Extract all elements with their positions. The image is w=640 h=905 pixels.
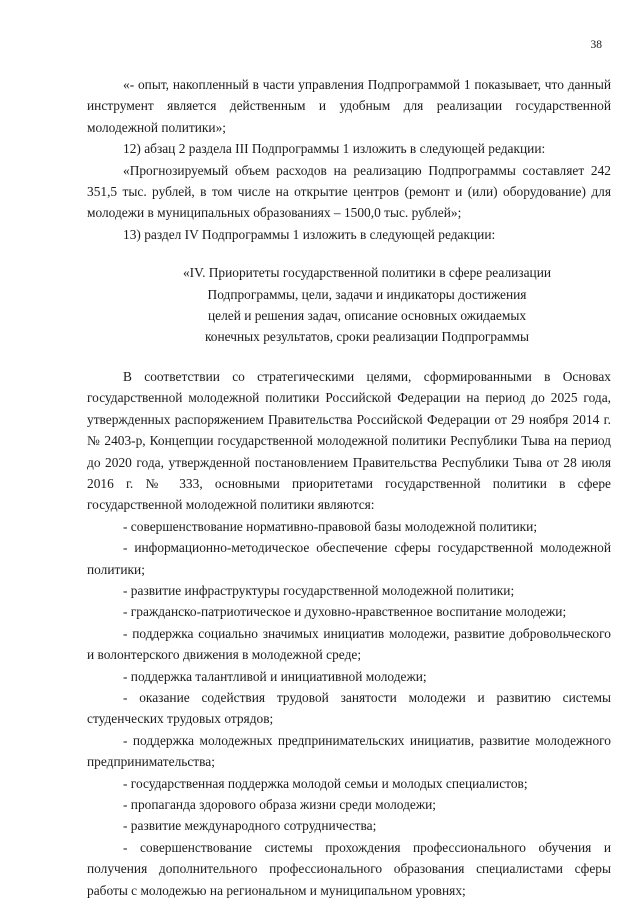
list-item: - информационно-методическое обеспечение сферы государственной молодежной политики; xyxy=(87,540,611,577)
paragraph-priorities-intro: В соответствии со стратегическими целями, сформированными в Основах государственной молодежной политики Российской Федерации на период до 2025 года, утвержденных распоряжением Правительства Российской Федерации от 29 ноября 2014 г. № 2403-р, Концепции государственной молодежной политики Республики Тыва на период до 2020 года, утвержденной постановлением Правительства Республики Тыва от 28 июля 2016 г. № 333, основными приоритетами государственной политики в сфере государственной молодежной политики являются: xyxy=(87,368,611,513)
document-body xyxy=(87,74,611,901)
paragraph-item-13: 13) раздел IV Подпрограммы 1 изложить в следующей редакции: xyxy=(123,226,496,242)
list-item: - развитие международного сотрудничества; xyxy=(123,818,377,834)
section-heading-line: конечных результатов, сроки реализации Подпрограммы xyxy=(204,329,529,345)
list-item: - совершенствование системы прохождения профессионального обучения и получения дополнительного профессионального образования специалистами сферы работы с молодежью на региональном и муниципальном уровнях; xyxy=(87,839,611,898)
section-heading xyxy=(87,262,611,348)
paragraph-quote-expenses: «Прогнозируемый объем расходов на реализацию Подпрограммы составляет 242 351,5 тыс. рублей, в том числе на открытие центров (ремонт и (или) оборудование) для молодежи в муниципальных образованиях – 1500,0 тыс. рублей»; xyxy=(87,162,611,221)
list-item: - поддержка социально значимых инициатив молодежи, развитие добровольческого и волонтерского движения в молодежной среде; xyxy=(87,625,611,663)
list-item: - поддержка молодежных предпринимательских инициатив, развитие молодежного предпринимательства; xyxy=(87,732,611,770)
section-heading-line: Подпрограммы, цели, задачи и индикаторы достижения xyxy=(207,286,527,302)
list-item: - развитие инфраструктуры государственной молодежной политики; xyxy=(123,582,515,598)
list-item: - пропаганда здорового образа жизни среди молодежи; xyxy=(123,797,436,812)
list-item: - оказание содействия трудовой занятости молодежи и развитию системы студенческих трудовых отрядов; xyxy=(87,689,611,727)
section-heading-line: целей и решения задач, описание основных ожидаемых xyxy=(207,308,527,324)
list-item: - совершенствование нормативно-правовой базы молодежной политики; xyxy=(123,518,538,534)
list-item: - гражданско-патриотическое и духовно-нравственное воспитание молодежи; xyxy=(123,604,567,620)
paragraph-quote-experience: «- опыт, накопленный в части управления Подпрограммой 1 показывает, что данный инструмент является действенным и удобным для реализации государственной молодежной политики»; xyxy=(87,77,611,135)
section-heading-line: «IV. Приоритеты государственной политики в сфере реализации xyxy=(182,265,552,281)
page-number: 38 xyxy=(590,39,602,51)
list-item: - государственная поддержка молодой семьи и молодых специалистов; xyxy=(123,775,528,791)
list-item: - поддержка талантливой и инициативной молодежи; xyxy=(123,668,427,684)
paragraph-item-12: 12) абзац 2 раздела III Подпрограммы 1 изложить в следующей редакции: xyxy=(123,141,546,157)
